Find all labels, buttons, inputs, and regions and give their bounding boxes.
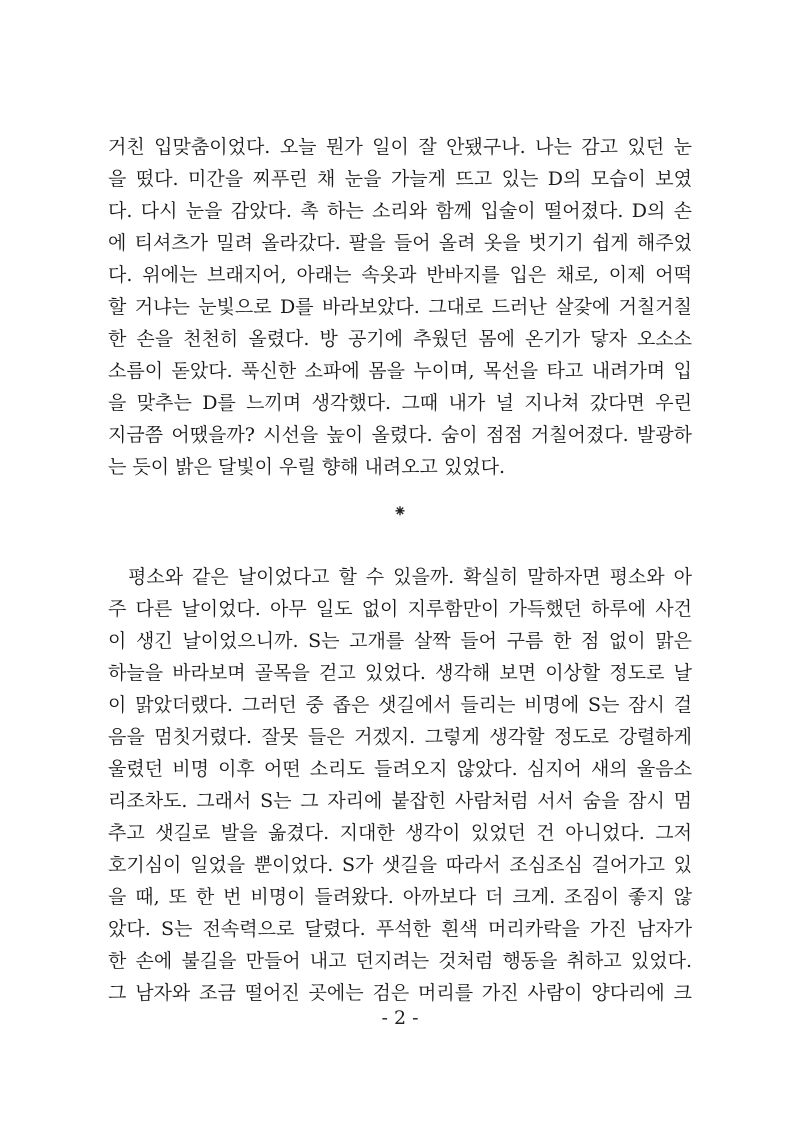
- text-line: 거친 입맞춤이었다. 오늘 뭔가 일이 잘 안됐구나. 나는 감고 있던 눈: [108, 136, 692, 158]
- text-line: 그 남자와 조금 떨어진 곳에는 검은 머리를 가진 사람이 양다리에 크: [108, 982, 692, 1004]
- text-line: 이 생긴 날이었으니까. S는 고개를 살짝 들어 구름 한 점 없이 맑은: [108, 630, 692, 652]
- text-line: 았다. S는 전속력으로 달렸다. 푸석한 흰색 머리카락을 가진 남자가: [108, 918, 692, 940]
- text-line: 지금쯤 어땠을까? 시선을 높이 올렸다. 숨이 점점 거칠어졌다. 발광하: [108, 424, 692, 446]
- text-line: 울렸던 비명 이후 어떤 소리도 들려오지 않았다. 심지어 새의 울음소: [108, 758, 692, 780]
- text-line: 할 거냐는 눈빛으로 D를 바라보았다. 그대로 드러난 살갗에 거칠거칠: [108, 296, 692, 318]
- text-line: 는 듯이 밝은 달빛이 우릴 향해 내려오고 있었다.: [108, 456, 506, 478]
- text-line: 을 떴다. 미간을 찌푸린 채 눈을 가늘게 뜨고 있는 D의 모습이 보였: [108, 168, 692, 190]
- text-line: 다. 다시 눈을 감았다. 촉 하는 소리와 함께 입술이 떨어졌다. D의 손: [108, 200, 692, 222]
- text-line: 에 티셔츠가 밀려 올라갔다. 팔을 들어 올려 옷을 벗기기 쉽게 해주었: [108, 232, 692, 254]
- text-line: 호기심이 일었을 뿐이었다. S가 샛길을 따라서 조심조심 걸어가고 있: [108, 854, 692, 876]
- text-line: 음을 멈칫거렸다. 잘못 들은 거겠지. 그렇게 생각할 정도로 강렬하게: [108, 726, 692, 748]
- text-line: 을 맞추는 D를 느끼며 생각했다. 그때 내가 널 지나쳐 갔다면 우린: [108, 392, 692, 414]
- text-line: 주 다른 날이었다. 아무 일도 없이 지루함만이 가득했던 하루에 사건: [108, 598, 692, 620]
- text-line: 리조차도. 그래서 S는 그 자리에 붙잡힌 사람처럼 서서 숨을 잠시 멈: [108, 790, 692, 812]
- text-line: 한 손에 불길을 만들어 내고 던지려는 것처럼 행동을 취하고 있었다.: [108, 950, 692, 972]
- text-line: 이 맑았더랬다. 그러던 중 좁은 샛길에서 들리는 비명에 S는 잠시 걸: [108, 694, 692, 716]
- page-number: - 2 -: [381, 1007, 419, 1029]
- text-line: 한 손을 천천히 올렸다. 방 공기에 추웠던 몸에 온기가 닿자 오소소: [108, 328, 692, 350]
- text-line: 추고 샛길로 발을 옮겼다. 지대한 생각이 있었던 건 아니었다. 그저: [108, 822, 692, 844]
- text-line: 을 때, 또 한 번 비명이 들려왔다. 아까보다 더 크게. 조짐이 좋지 않: [108, 886, 692, 908]
- text-line: 하늘을 바라보며 골목을 걷고 있었다. 생각해 보면 이상할 정도로 날: [108, 662, 692, 684]
- text-line: 다. 위에는 브래지어, 아래는 속옷과 반바지를 입은 채로, 이제 어떡: [108, 264, 692, 286]
- text-line: 소름이 돋았다. 푹신한 소파에 몸을 누이며, 목선을 타고 내려가며 입: [108, 360, 692, 382]
- text-line: 평소와 같은 날이었다고 할 수 있을까. 확실히 말하자면 평소와 아: [128, 566, 692, 588]
- section-separator: ⁕: [392, 502, 408, 522]
- paragraph-1: [108, 131, 692, 483]
- paragraph-2: [108, 561, 692, 1009]
